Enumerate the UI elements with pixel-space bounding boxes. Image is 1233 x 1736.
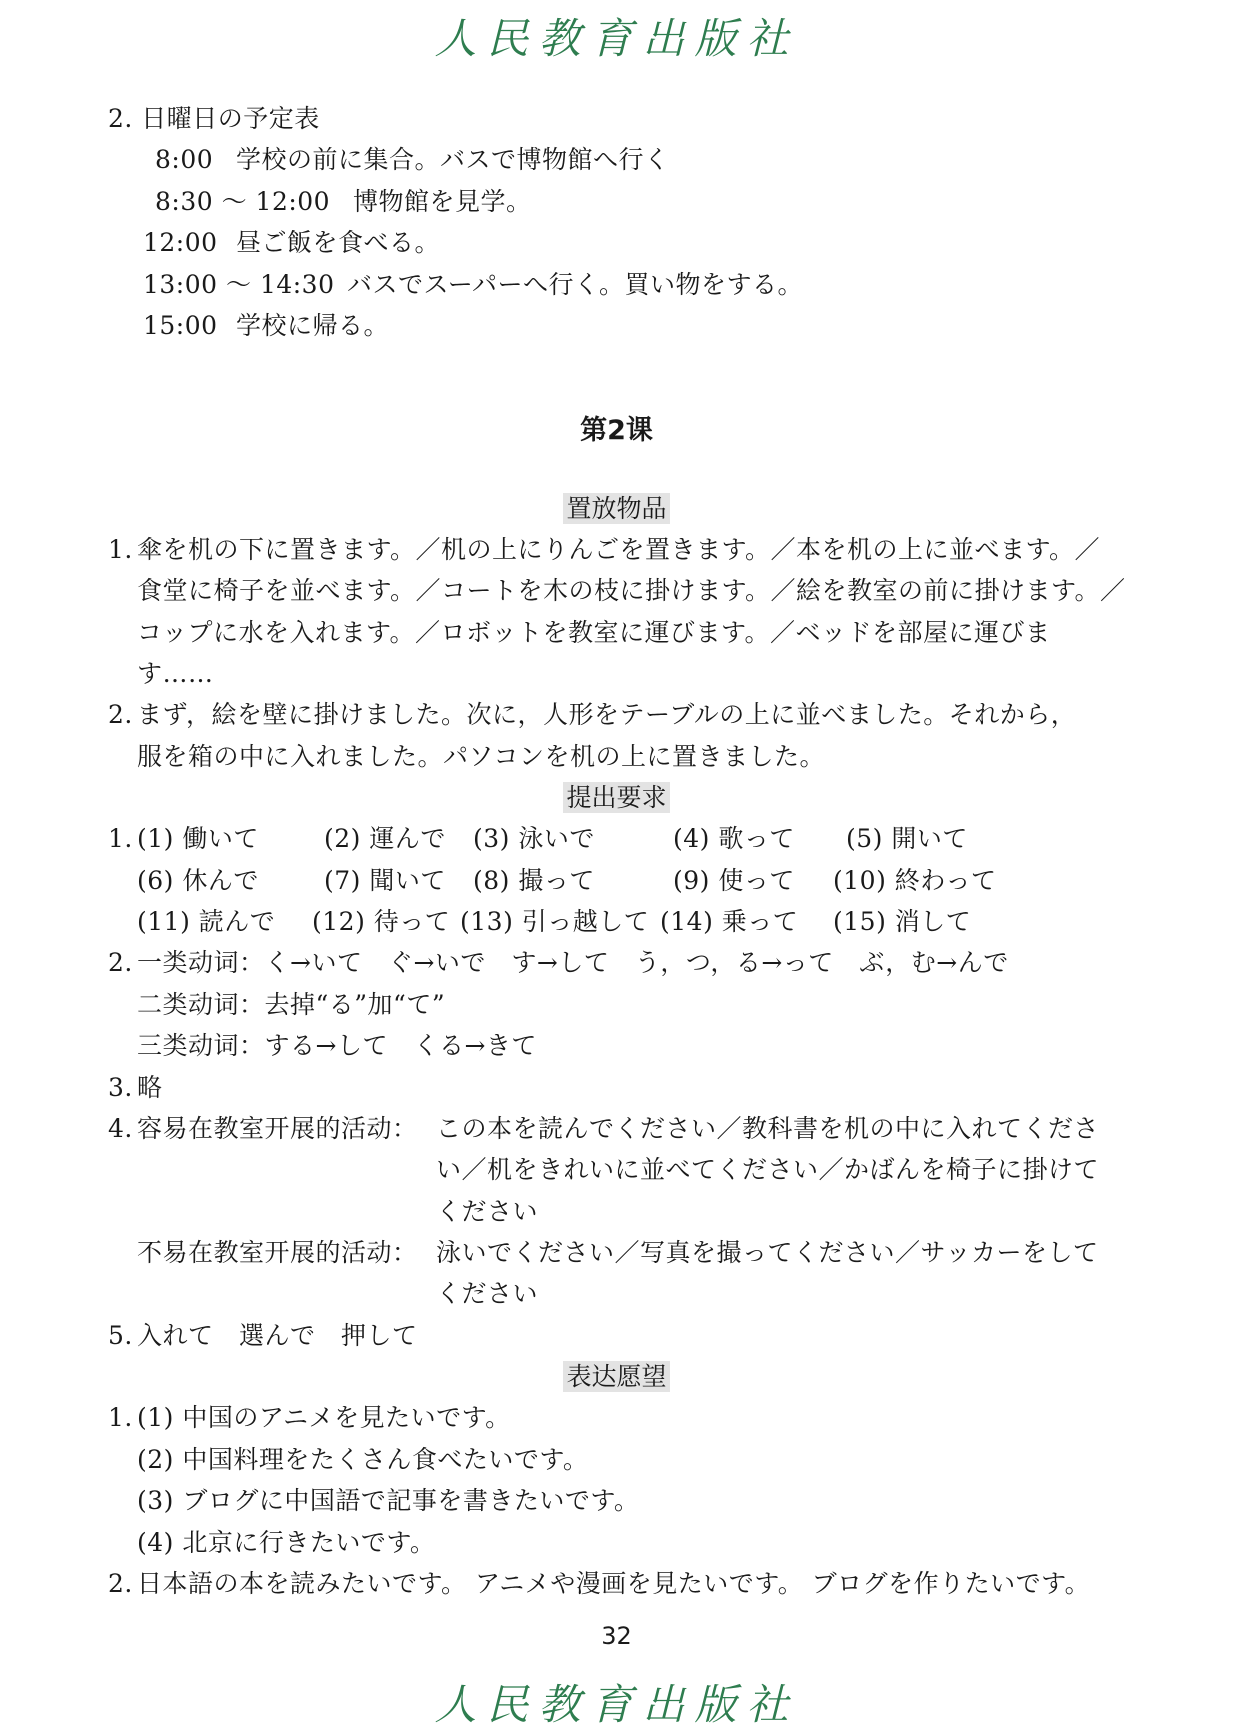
schedule-title: 2. 日曜日の予定表 <box>108 104 320 133</box>
text-line: まず，絵を壁に掛けました。次に，人形をテーブルの上に並べました。それから， <box>137 700 1077 729</box>
page-number: 32 <box>601 1622 632 1650</box>
text-line: 服を箱の中に入れました。パソコンを机の上に置きました。 <box>137 742 826 771</box>
text-line: (2) 中国料理をたくさん食べたいです。 <box>137 1445 589 1474</box>
text-line: (3) ブログに中国語で記事を書きたいです。 <box>137 1486 640 1515</box>
text-line: (4) 北京に行きたいです。 <box>137 1528 436 1557</box>
schedule-activity-2: 博物館を見学。 <box>353 187 532 216</box>
text-line: 入れて 選んで 押して <box>137 1321 418 1350</box>
text-line: (1) 中国のアニメを見たいです。 <box>137 1403 511 1432</box>
item-number: 1. <box>108 1403 133 1432</box>
text-line: コップに水を入れます。／ロボットを教室に運びます。／ベッドを部屋に運びま <box>137 618 1051 647</box>
lesson-title: 第2课 <box>580 415 653 446</box>
verb-answer: (6) 休んで <box>137 866 259 895</box>
verb-answer: (10) 終わって <box>833 866 997 895</box>
item-number: 1. <box>108 535 133 564</box>
item-number: 4. <box>108 1114 133 1143</box>
schedule-time-4: 13:00 ～ 14:30 <box>143 270 335 299</box>
text-line: 略 <box>137 1073 163 1102</box>
item-number: 3. <box>108 1073 133 1102</box>
item-number: 2. <box>108 700 133 729</box>
section-title-placing-items: 置放物品 <box>0 494 1233 524</box>
text-line: 三类动词：する→して くる→きて <box>137 1031 537 1060</box>
schedule-time-3: 12:00 <box>143 228 218 257</box>
text-line: 食堂に椅子を並べます。／コートを木の枝に掛けます。／絵を教室の前に掛けます。／ <box>137 576 1126 605</box>
verb-answer: (9) 使って <box>673 866 795 895</box>
section-title-making-requests: 提出要求 <box>0 783 1233 813</box>
text-line: 傘を机の下に置きます。／机の上にりんごを置きます。／本を机の上に並べます。／ <box>137 535 1101 564</box>
text-line: 二类动词：去掉“る”加“て” <box>137 990 446 1019</box>
verb-answer: (13) 引っ越して <box>460 907 650 936</box>
item-number: 1. <box>108 824 133 853</box>
verb-answer: (2) 運んで <box>324 824 446 853</box>
text-line: ください <box>436 1279 539 1308</box>
text-line: い／机をきれいに並べてください／かばんを椅子に掛けて <box>436 1155 1100 1184</box>
schedule-activity-5: 学校に帰る。 <box>236 311 390 340</box>
item-number: 2. <box>108 1569 133 1598</box>
schedule-time-1: 8:00 <box>155 145 214 174</box>
activity-label-easy: 容易在教室开展的活动： <box>137 1114 418 1143</box>
text-line: 一类动词：く→いて ぐ→いで す→して う，つ，る→って ぶ，む→んで <box>137 948 1009 977</box>
schedule-activity-4: バスでスーパーへ行く。買い物をする。 <box>347 270 804 299</box>
verb-answer: (3) 泳いで <box>473 824 595 853</box>
verb-answer: (5) 開いて <box>846 824 968 853</box>
text-line: 泳いでください／写真を撮ってください／サッカーをして <box>436 1238 1099 1267</box>
text-line: ください <box>436 1197 539 1226</box>
verb-answer: (12) 待って <box>312 907 451 936</box>
text-line: す…… <box>137 659 214 688</box>
verb-answer: (4) 歌って <box>673 824 795 853</box>
verb-answer: (11) 読んで <box>137 907 276 936</box>
section-title-expressing-wishes: 表达愿望 <box>0 1362 1233 1392</box>
item-number: 5. <box>108 1321 133 1350</box>
publisher-logo-header: 人民教育出版社 <box>434 14 799 63</box>
verb-answer: (7) 聞いて <box>324 866 446 895</box>
verb-answer: (8) 撮って <box>473 866 595 895</box>
verb-answer: (15) 消して <box>833 907 972 936</box>
verb-answer: (14) 乗って <box>660 907 799 936</box>
publisher-logo-footer: 人民教育出版社 <box>434 1680 799 1729</box>
schedule-activity-3: 昼ご飯を食べる。 <box>236 228 441 257</box>
schedule-activity-1: 学校の前に集合。バスで博物館へ行く <box>236 145 670 174</box>
verb-answer: (1) 働いて <box>137 824 259 853</box>
text-line: 日本語の本を読みたいです。 アニメや漫画を見たいです。 ブログを作りたいです。 <box>137 1569 1091 1598</box>
activity-label-hard: 不易在教室开展的活动： <box>137 1238 418 1267</box>
schedule-time-5: 15:00 <box>143 311 218 340</box>
item-number: 2. <box>108 948 133 977</box>
schedule-time-2: 8:30 ～ 12:00 <box>155 187 331 216</box>
text-line: この本を読んでください／教科書を机の中に入れてくださ <box>436 1114 1100 1143</box>
